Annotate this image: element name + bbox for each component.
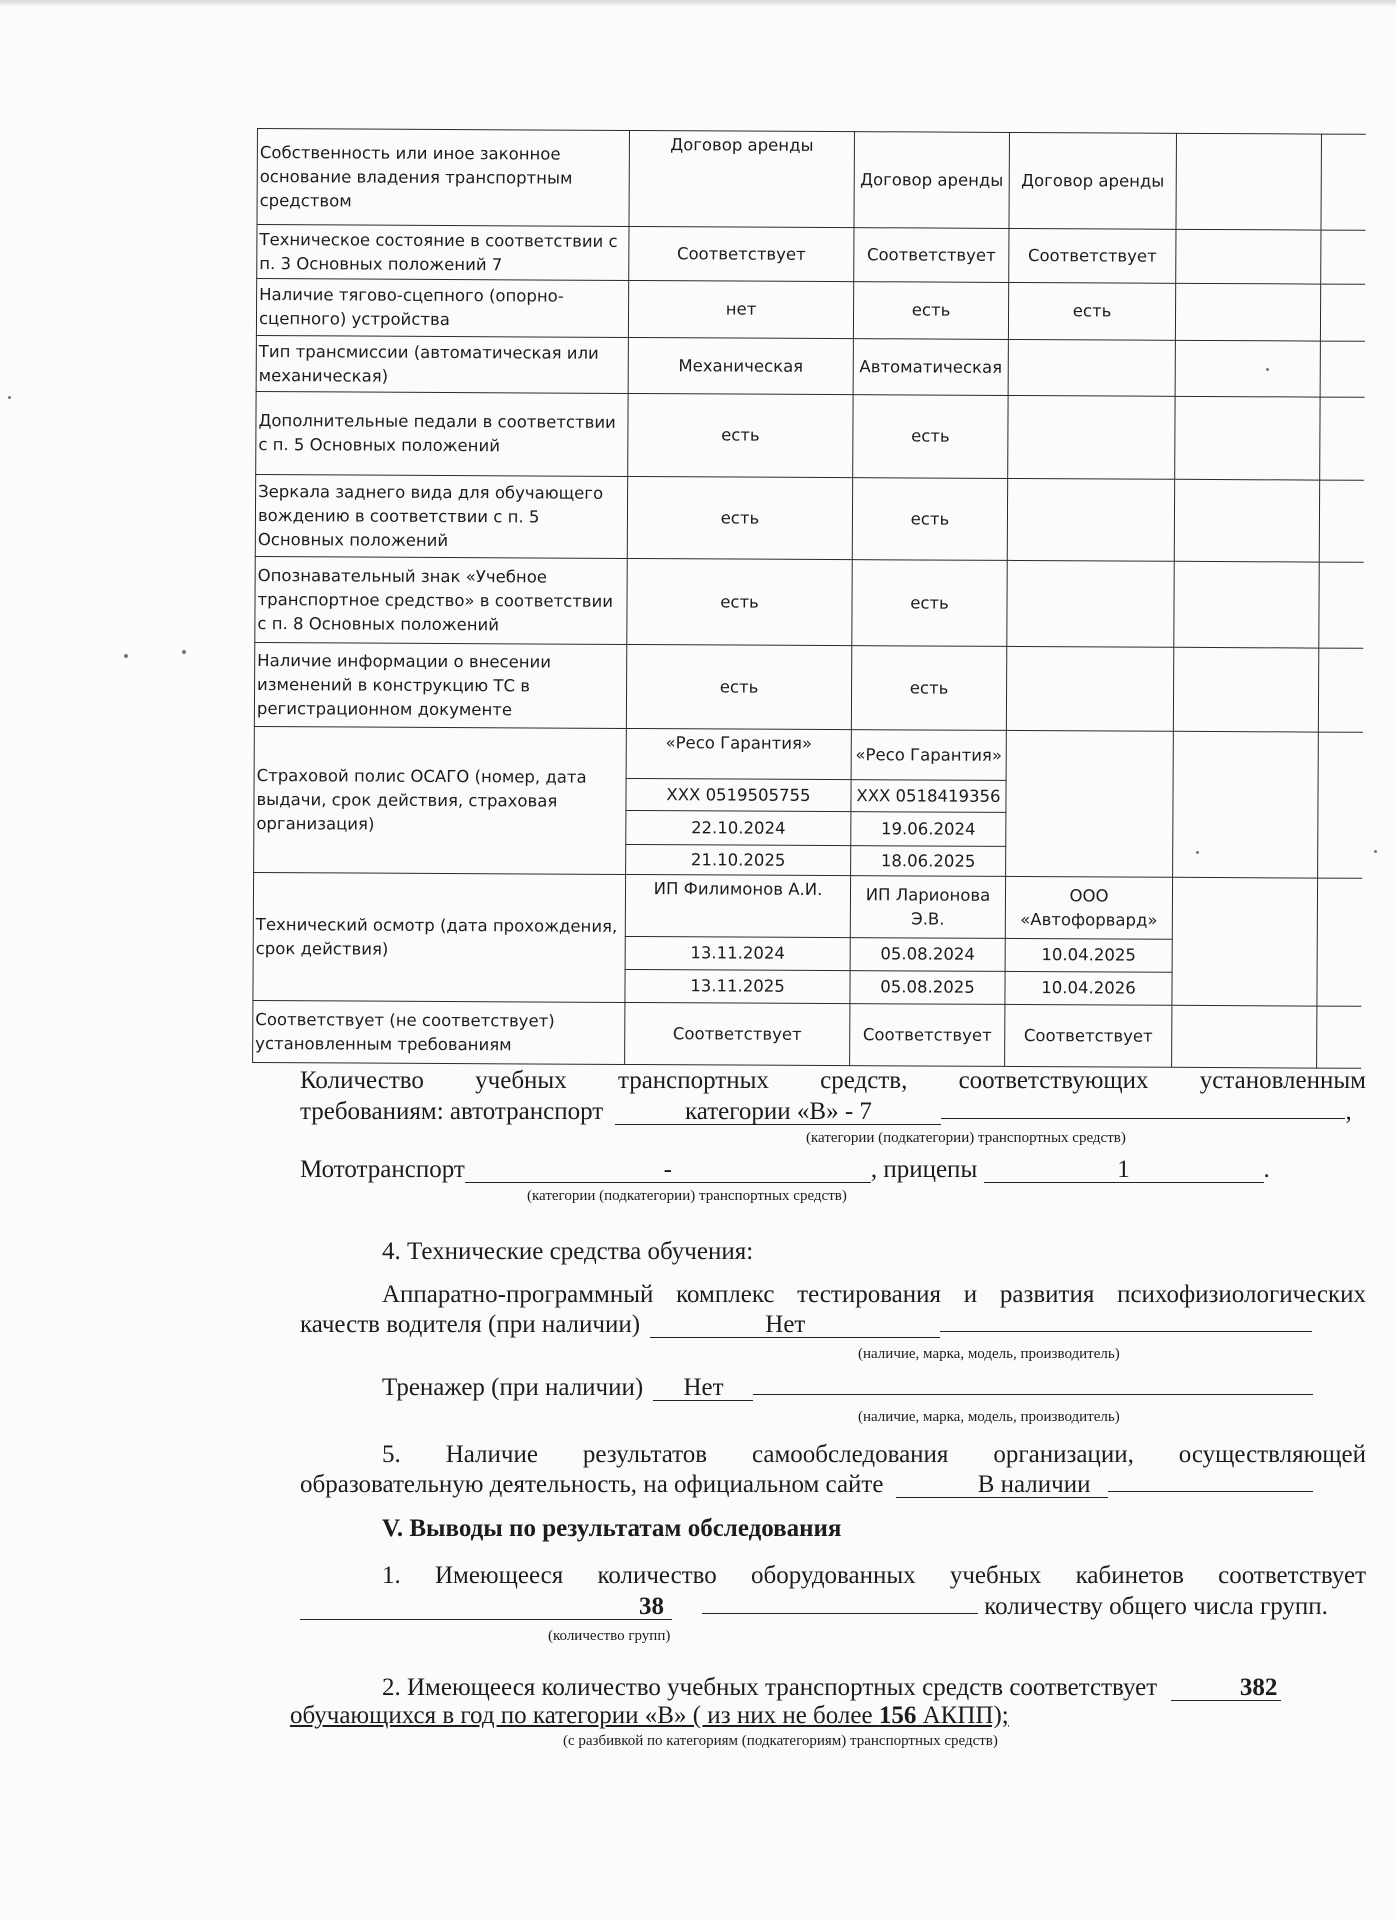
scan-speck bbox=[182, 650, 186, 654]
cell-value: Договор аренды bbox=[1009, 132, 1177, 229]
table-row bbox=[256, 391, 1364, 480]
cell-value: Договор аренды bbox=[629, 130, 854, 227]
trainer-value: Нет bbox=[653, 1376, 753, 1401]
table-row bbox=[254, 726, 1362, 782]
row-label: Зеркала заднего вида для обучающего вождению в соответствии с п. 5 Основных положений bbox=[255, 474, 627, 558]
empty-cell bbox=[1172, 1005, 1317, 1068]
empty-cell bbox=[1321, 134, 1366, 230]
row-label: Дополнительные педали в соответствии с п. 5 Основных положений bbox=[256, 391, 628, 476]
trailers-prefix: , прицепы bbox=[870, 1156, 978, 1183]
cell-value: 21.10.2025 bbox=[626, 844, 851, 875]
empty-cell bbox=[1319, 562, 1363, 648]
section-5-prefix: образовательную деятельность, на официальном сайте bbox=[300, 1471, 884, 1498]
conclusion-2-value: 382 bbox=[1171, 1676, 1281, 1701]
empty-cell bbox=[1174, 479, 1319, 562]
conclusions-heading: V. Выводы по результатам обследования bbox=[382, 1515, 842, 1542]
complex-blank bbox=[940, 1331, 1312, 1332]
vehicles-line-2: требованиям: автотранспорт категории «В» - 7 , bbox=[300, 1098, 1352, 1125]
cell-value: есть bbox=[627, 558, 852, 645]
moto-line: Мототранспорт - , прицепы 1 . bbox=[300, 1156, 1270, 1183]
empty-cell bbox=[1317, 878, 1362, 1006]
cell-value: ИП Ларионова Э.В. bbox=[850, 876, 1005, 939]
cell-value: Автоматическая bbox=[853, 339, 1008, 396]
trainer-caption: (наличие, марка, модель, производитель) bbox=[858, 1409, 1120, 1425]
cell-value: Соответствует bbox=[1005, 1004, 1172, 1067]
empty-cell bbox=[1008, 395, 1175, 479]
cell-value: Механическая bbox=[628, 337, 853, 394]
empty-cell bbox=[1173, 647, 1318, 732]
vehicles-auto-prefix: требованиям: автотранспорт bbox=[300, 1098, 604, 1125]
conclusion-1-value: 38 bbox=[300, 1595, 672, 1620]
conclusion-1-line-1: 1. Имеющееся количество оборудованных учебных кабинетов соответствует bbox=[382, 1562, 1366, 1589]
conclusion-1-suffix: количеству общего числа групп. bbox=[984, 1593, 1328, 1620]
cell-value: XXX 0519505755 bbox=[626, 778, 851, 811]
moto-value: - bbox=[465, 1158, 871, 1183]
cell-value: ИП Филимонов А.И. bbox=[625, 874, 850, 937]
conclusion-1-caption: (количество групп) bbox=[548, 1628, 671, 1644]
row-label: Технический осмотр (дата прохождения, срок действия) bbox=[253, 872, 626, 1002]
cell-value: Соответствует bbox=[854, 228, 1009, 283]
empty-cell bbox=[1007, 560, 1174, 647]
complex-value: Нет bbox=[650, 1313, 940, 1338]
conclusion-1-line-2 bbox=[300, 1592, 1328, 1622]
row-label: Тип трансмиссии (автоматическая или механическая) bbox=[256, 335, 628, 393]
cell-value: нет bbox=[628, 280, 853, 338]
scan-speck bbox=[124, 654, 128, 658]
conclusion-2-line-1 bbox=[382, 1673, 1281, 1703]
cell-value: есть bbox=[626, 644, 851, 729]
scan-edge bbox=[0, 0, 1396, 6]
empty-cell bbox=[1176, 229, 1321, 284]
table-row bbox=[256, 279, 1364, 342]
trainer-line bbox=[382, 1373, 1313, 1403]
section-5-value: В наличии bbox=[896, 1473, 1108, 1498]
empty-cell bbox=[1320, 284, 1364, 341]
conclusion-2-caption: (с разбивкой по категориям (подкатегориям) транспортных средств) bbox=[563, 1733, 998, 1749]
empty-cell bbox=[1173, 731, 1319, 878]
vehicles-auto-caption: (категории (подкатегории) транспортных средств) bbox=[806, 1130, 1126, 1146]
empty-cell bbox=[1175, 283, 1320, 341]
cell-value: 13.11.2024 bbox=[625, 936, 850, 970]
cell-value: 13.11.2025 bbox=[625, 969, 850, 1003]
section-5-blank bbox=[1108, 1491, 1313, 1492]
row-label: Собственность или иное законное основание владения транспортным средством bbox=[257, 129, 629, 227]
cell-value: Соответствует bbox=[1009, 228, 1176, 283]
vehicles-line-1: Количество учебных транспортных средств, соответствующих установленным bbox=[300, 1067, 1366, 1094]
cell-value: 22.10.2024 bbox=[626, 810, 851, 845]
trainer-blank bbox=[753, 1394, 1313, 1395]
cell-value: 10.04.2026 bbox=[1005, 971, 1172, 1005]
row-label: Страховой полис ОСАГО (номер, дата выдачи, срок действия, страховая организация) bbox=[254, 726, 627, 874]
empty-cell bbox=[1320, 341, 1364, 397]
cell-value: есть bbox=[852, 478, 1007, 561]
cell-value: «Ресо Гарантия» bbox=[626, 728, 851, 779]
table-row bbox=[257, 129, 1365, 231]
complex-caption: (наличие, марка, модель, производитель) bbox=[858, 1346, 1120, 1362]
cell-value: Соответствует bbox=[850, 1004, 1005, 1067]
cell-value: 10.04.2025 bbox=[1005, 938, 1172, 972]
empty-cell bbox=[1319, 480, 1363, 562]
cell-value: есть bbox=[851, 646, 1006, 731]
table-row bbox=[255, 556, 1363, 648]
empty-cell bbox=[1006, 730, 1174, 877]
cell-value: есть bbox=[628, 393, 853, 477]
cell-value: 18.06.2025 bbox=[851, 846, 1006, 877]
cell-value: есть bbox=[853, 395, 1008, 479]
empty-cell bbox=[1008, 339, 1175, 396]
vehicle-table bbox=[252, 128, 1365, 1069]
cell-value: есть bbox=[852, 560, 1007, 647]
cell-value: есть bbox=[627, 476, 852, 559]
section-4-heading: 4. Технические средства обучения: bbox=[382, 1238, 754, 1265]
empty-cell bbox=[1318, 732, 1363, 878]
conclusion-2-text-a: обучающихся в год по категории «В» ( из них не более bbox=[290, 1702, 879, 1729]
table-row bbox=[253, 1000, 1361, 1068]
complex-prefix: качеств водителя (при наличии) bbox=[300, 1311, 641, 1338]
cell-value: «Ресо Гарантия» bbox=[851, 730, 1006, 781]
row-label: Наличие информации о внесении изменений в конструкцию ТС в регистрационном документе bbox=[254, 642, 626, 728]
cell-value: Соответствует bbox=[629, 226, 854, 281]
cell-value: 05.08.2024 bbox=[850, 938, 1005, 972]
table-row bbox=[253, 872, 1361, 940]
scan-speck bbox=[8, 396, 11, 399]
empty-cell bbox=[1320, 397, 1364, 480]
row-label: Опознавательный знак «Учебное транспортное средство» в соответствии с п. 8 Основных положений bbox=[255, 556, 627, 644]
section-5-line-2 bbox=[300, 1470, 1313, 1500]
empty-cell bbox=[1321, 230, 1365, 284]
conclusion-2-limit: 156 bbox=[878, 1702, 917, 1729]
cell-value: Договор аренды bbox=[854, 132, 1010, 229]
row-label: Наличие тягово-сцепного (опорно-сцепного) устройства bbox=[256, 279, 628, 338]
vehicles-auto-blank bbox=[941, 1118, 1345, 1119]
scan-speck bbox=[1374, 850, 1377, 853]
trailers-value: 1 bbox=[984, 1158, 1264, 1183]
empty-cell bbox=[1175, 340, 1320, 397]
complex-line-1: Аппаратно-программный комплекс тестирования и развития психофизиологических bbox=[382, 1281, 1366, 1308]
table-row bbox=[256, 335, 1364, 397]
cell-value: Соответствует bbox=[625, 1002, 850, 1065]
table-row bbox=[254, 642, 1362, 732]
section-5-line-1: 5. Наличие результатов самообследования организации, осуществляющей bbox=[382, 1441, 1366, 1468]
cell-value: есть bbox=[853, 282, 1008, 340]
table-row bbox=[257, 225, 1365, 285]
empty-cell bbox=[1175, 396, 1320, 480]
cell-value: ООО «Автофорвард» bbox=[1005, 876, 1172, 939]
cell-value: 19.06.2024 bbox=[851, 812, 1006, 847]
empty-cell bbox=[1318, 648, 1362, 732]
moto-caption: (категории (подкатегории) транспортных средств) bbox=[527, 1188, 847, 1204]
conclusion-1-blank bbox=[702, 1613, 978, 1614]
cell-value: 05.08.2025 bbox=[850, 971, 1005, 1005]
empty-cell bbox=[1317, 1006, 1361, 1068]
conclusion-2-line-2 bbox=[290, 1701, 1009, 1731]
cell-value: XXX 0518419356 bbox=[851, 780, 1006, 813]
conclusion-2-text-b: АКПП); bbox=[916, 1702, 1009, 1729]
vehicles-auto-value: категории «В» - 7 bbox=[615, 1100, 941, 1125]
empty-cell bbox=[1176, 133, 1322, 230]
conclusion-2-prefix: 2. Имеющееся количество учебных транспортных средств соответствует bbox=[382, 1674, 1158, 1701]
empty-cell bbox=[1174, 561, 1319, 648]
empty-cell bbox=[1172, 877, 1318, 1006]
table-row bbox=[255, 474, 1363, 562]
trainer-prefix: Тренажер (при наличии) bbox=[382, 1374, 644, 1401]
row-label: Техническое состояние в соответствии с п. 3 Основных положений 7 bbox=[257, 225, 629, 281]
complex-line-2 bbox=[300, 1310, 1312, 1340]
moto-prefix: Мототранспорт bbox=[300, 1156, 465, 1183]
row-label: Соответствует (не соответствует) установленным требованиям bbox=[253, 1000, 625, 1064]
cell-value: есть bbox=[1008, 282, 1175, 340]
empty-cell bbox=[1006, 646, 1173, 731]
empty-cell bbox=[1007, 478, 1174, 561]
